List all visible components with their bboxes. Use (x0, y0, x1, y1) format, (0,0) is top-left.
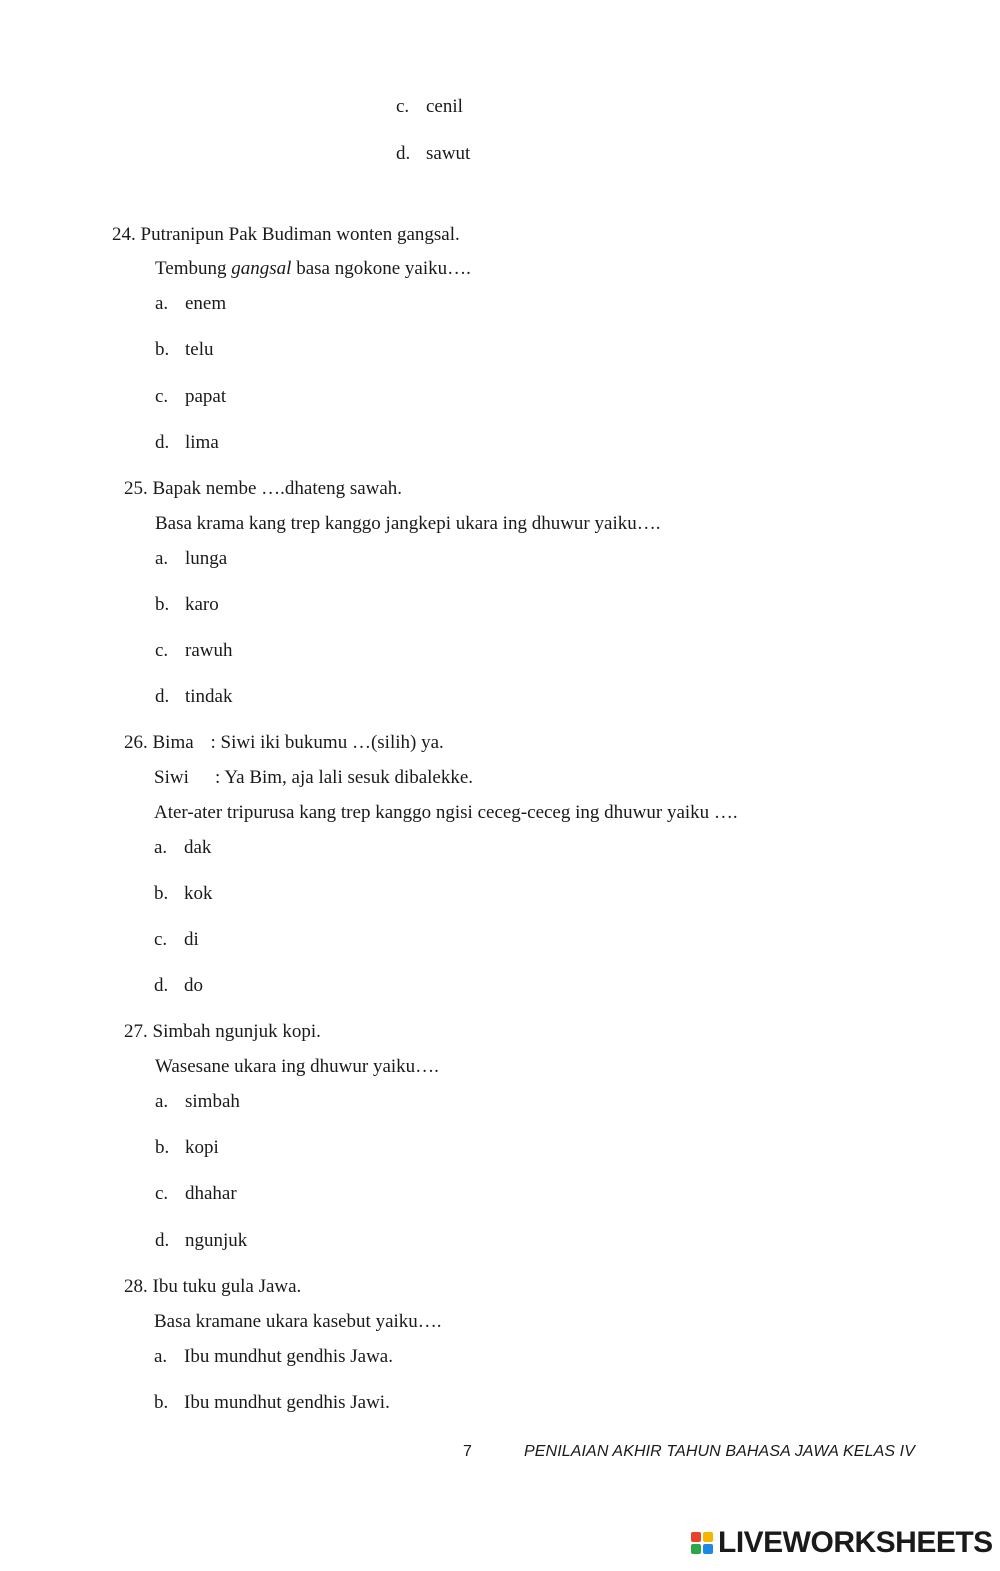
logo-square (703, 1544, 713, 1554)
question-27-sub: Wasesane ukara ing dhuwur yaiku…. (155, 1056, 439, 1077)
option-text: lima (185, 432, 219, 453)
option-item (155, 1091, 240, 1113)
option-letter: c. (396, 96, 410, 117)
option-text: kopi (185, 1137, 219, 1158)
option-item (155, 548, 227, 570)
question-28-sub: Basa kramane ukara kasebut yaiku…. (154, 1311, 442, 1332)
liveworksheets-brand[interactable] (690, 1525, 993, 1561)
option-letter: a. (155, 293, 169, 314)
option-text: papat (185, 386, 227, 407)
option-letter: c. (155, 1183, 169, 1204)
option-text: Ibu mundhut gendhis Jawi. (184, 1392, 390, 1413)
question-27-stem (124, 1021, 321, 1043)
option-text: ngunjuk (185, 1230, 248, 1251)
brand-name: LIVEWORKSHEETS (718, 1526, 993, 1559)
option-item (396, 96, 463, 118)
logo-square (691, 1532, 701, 1542)
question-number: 26. (124, 732, 148, 753)
option-letter: b. (154, 883, 169, 904)
option-item (155, 640, 232, 662)
option-text: karo (185, 594, 219, 615)
question-text: Simbah ngunjuk kopi. (152, 1021, 321, 1042)
option-text: cenil (426, 96, 463, 117)
option-item (155, 686, 233, 708)
option-letter: b. (155, 594, 170, 615)
option-letter: a. (154, 1346, 168, 1367)
question-number: 27. (124, 1021, 148, 1042)
option-letter: d. (155, 432, 170, 453)
question-text: Putranipun Pak Budiman wonten gangsal. (140, 224, 460, 245)
question-26-sub: Ater-ater tripurusa kang trep kanggo ngisi ceceg-ceceg ing dhuwur yaiku …. (154, 802, 738, 823)
question-text: Ibu tuku gula Jawa. (152, 1276, 302, 1297)
option-item (154, 883, 213, 905)
option-text: dak (184, 837, 212, 858)
option-letter: b. (155, 1137, 170, 1158)
option-text: enem (185, 293, 227, 314)
option-text: lunga (185, 548, 228, 569)
sub-suffix: basa ngokone yaiku…. (291, 258, 471, 279)
question-25-stem (124, 478, 402, 500)
sub-italic-word: gangsal (231, 258, 292, 279)
option-letter: d. (155, 686, 170, 707)
option-letter: d. (154, 975, 169, 996)
option-item (155, 1137, 219, 1159)
question-number: 25. (124, 478, 148, 499)
question-28-stem (124, 1276, 301, 1298)
option-item (154, 837, 211, 859)
option-text: Ibu mundhut gendhis Jawa. (184, 1346, 393, 1367)
option-letter: b. (155, 339, 170, 360)
dialog-line: : Siwi iki bukumu …(silih) ya. (210, 732, 444, 753)
option-letter: c. (155, 640, 169, 661)
option-letter: c. (154, 929, 168, 950)
footer-title: PENILAIAN AKHIR TAHUN BAHASA JAWA KELAS IV (524, 1443, 915, 1460)
option-item (396, 143, 470, 165)
dialog-speaker: Siwi (154, 767, 189, 788)
logo-square (703, 1532, 713, 1542)
option-letter: a. (155, 1091, 169, 1112)
option-text: tindak (185, 686, 233, 707)
sub-prefix: Tembung (155, 258, 232, 279)
dialog-line: : Ya Bim, aja lali sesuk dibalekke. (215, 767, 474, 788)
option-letter: a. (154, 837, 168, 858)
option-text: di (184, 929, 199, 950)
option-letter: d. (396, 143, 411, 164)
question-24-stem (112, 224, 460, 246)
option-item (155, 339, 214, 361)
option-text: telu (185, 339, 214, 360)
option-item (154, 929, 199, 951)
option-item (154, 1392, 390, 1414)
option-letter: b. (154, 1392, 169, 1413)
option-item (155, 293, 226, 315)
option-item (155, 432, 219, 454)
option-item (155, 594, 219, 616)
question-number: 24. (112, 224, 136, 245)
option-text: rawuh (185, 640, 233, 661)
question-number: 28. (124, 1276, 148, 1297)
question-26-dialog-1 (124, 732, 444, 754)
logo-square (691, 1544, 701, 1554)
liveworksheets-logo-icon (690, 1531, 714, 1555)
option-item (155, 1183, 237, 1205)
page-number: 7 (463, 1443, 472, 1460)
option-letter: d. (155, 1230, 170, 1251)
question-text: Bapak nembe ….dhateng sawah. (152, 478, 403, 499)
option-letter: c. (155, 386, 169, 407)
option-text: kok (184, 883, 213, 904)
dialog-speaker: Bima (152, 732, 194, 753)
question-24-sub (155, 258, 471, 280)
option-text: simbah (185, 1091, 240, 1112)
option-letter: a. (155, 548, 169, 569)
option-text: dhahar (185, 1183, 237, 1204)
option-text: do (184, 975, 203, 996)
option-item (154, 1346, 393, 1368)
question-25-sub: Basa krama kang trep kanggo jangkepi ukara ing dhuwur yaiku…. (155, 513, 661, 534)
option-text: sawut (426, 143, 471, 164)
option-item (154, 975, 203, 997)
question-26-dialog-2 (154, 767, 473, 789)
option-item (155, 1230, 247, 1252)
option-item (155, 386, 226, 408)
